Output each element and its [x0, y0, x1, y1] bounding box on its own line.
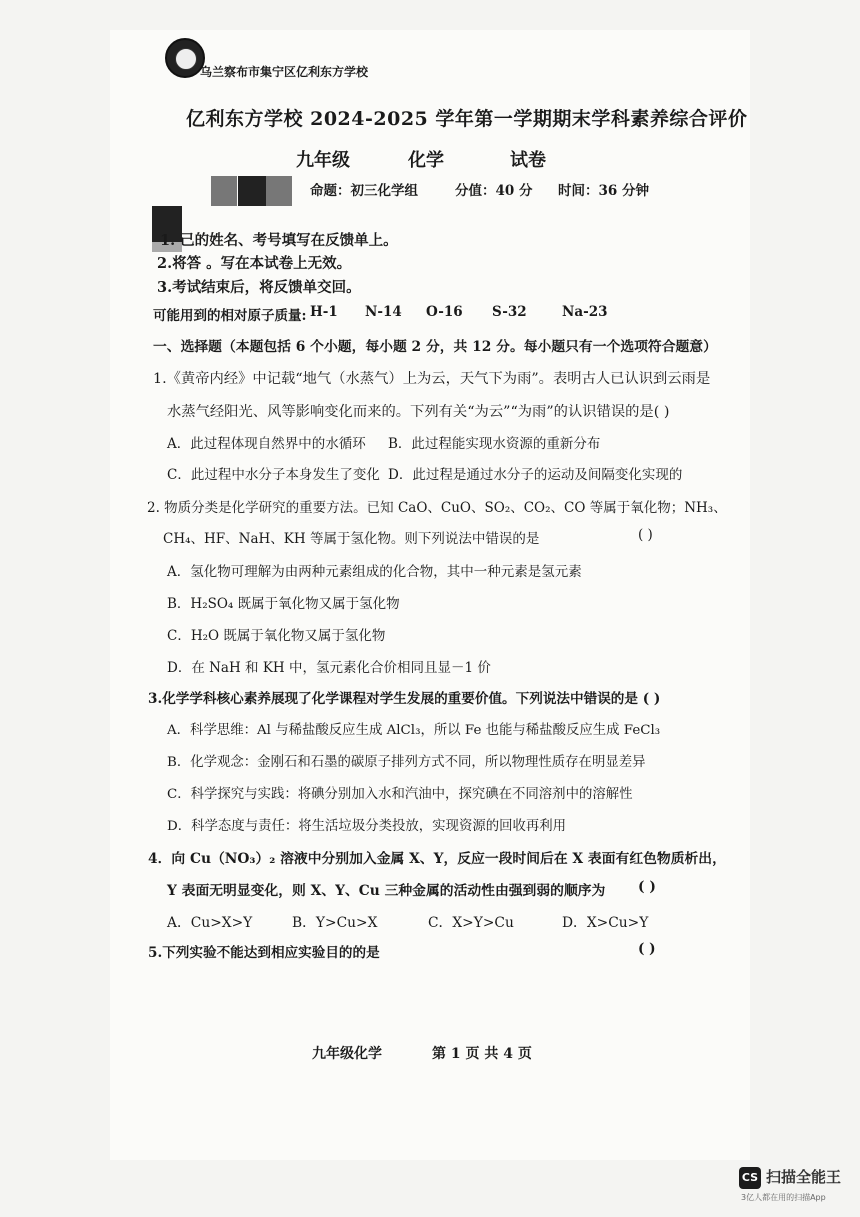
q2-option-d: D．在 NaH 和 KH 中，氢元素化合价相同且显－1 价: [167, 660, 491, 676]
atomic-mass-n: N-14: [365, 304, 402, 320]
note-3: 3.考试结束后，将反馈单交回。: [157, 279, 361, 296]
camscanner-name: 扫描全能王: [766, 1168, 842, 1186]
redaction-block: [211, 176, 237, 206]
q4-option-a: A．Cu>X>Y: [167, 915, 253, 931]
q4-line1: 4．向 Cu（NO₃）₂ 溶液中分别加入金属 X、Y，反应一段时间后在 X 表面有红色物质析出，: [148, 851, 726, 867]
q2-option-a: A．氢化物可理解为由两种元素组成的化合物，其中一种元素是氢元素: [167, 564, 582, 580]
exam-title: 亿利东方学校 2024-2025 学年第一学期期末学科素养综合评价: [186, 108, 748, 130]
q3-line1: 3.化学学科核心素养展现了化学课程对学生发展的重要价值。下列说法中错误的是 ( ): [148, 691, 661, 707]
atomic-mass-o: O-16: [426, 304, 463, 320]
redaction-block: [266, 176, 292, 206]
q4-option-c: C．X>Y>Cu: [428, 915, 514, 931]
q1-option-d: D．此过程是通过水分子的运动及间隔变化实现的: [388, 467, 683, 483]
paper-label: 试卷: [510, 150, 546, 171]
footer-page: 第 1 页 共 4 页: [432, 1046, 532, 1062]
atomic-mass-h: H-1: [310, 304, 338, 320]
note-2: 2.将答 。写在本试卷上无效。: [157, 255, 352, 272]
score: 分值：40 分: [455, 183, 533, 199]
q2-option-b: B．H₂SO₄ 既属于氧化物又属于氢化物: [167, 596, 400, 612]
section-heading: 一、选择题（本题包括 6 个小题，每小题 2 分，共 12 分。每小题只有一个选项符合题意）: [153, 339, 717, 355]
q3-option-d: D．科学态度与责任：将生活垃圾分类投放，实现资源的回收再利用: [167, 819, 567, 834]
q4-option-d: D．X>Cu>Y: [562, 915, 649, 931]
school-stamp: 乌兰察布市集宁区亿利东方学校: [200, 65, 369, 79]
q2-bracket: ( ): [638, 527, 653, 543]
school-seal-icon: [165, 38, 205, 78]
camscanner-logo-icon: CS: [739, 1167, 761, 1189]
q5-line1: 5.下列实验不能达到相应实验目的的是: [148, 945, 380, 961]
q3-option-a: A．科学思维：Al 与稀盐酸反应生成 AlCl₃，所以 Fe 也能与稀盐酸反应生成 FeCl₃: [167, 723, 661, 738]
redaction-block: [238, 176, 266, 206]
q3-option-b: B．化学观念：金刚石和石墨的碳原子排列方式不同，所以物理性质存在明显差异: [167, 755, 646, 770]
q3-option-c: C．科学探究与实践：将碘分别加入水和汽油中，探究碘在不同溶剂中的溶解性: [167, 787, 633, 802]
q4-option-b: B．Y>Cu>X: [292, 915, 378, 931]
q1-option-b: B．此过程能实现水资源的重新分布: [388, 436, 601, 452]
camscanner-tagline: 3亿人都在用的扫描App: [741, 1193, 826, 1202]
q2-line2: CH₄、HF、NaH、KH 等属于氢化物。则下列说法中错误的是: [163, 531, 540, 547]
footer-subject: 九年级化学: [312, 1046, 382, 1062]
atomic-mass-label: 可能用到的相对原子质量:: [153, 308, 307, 324]
author: 命题：初三化学组: [310, 183, 418, 199]
q2-option-c: C．H₂O 既属于氧化物又属于氢化物: [167, 628, 386, 644]
q4-bracket: ( ): [638, 879, 656, 895]
q1-option-c: C．此过程中水分子本身发生了变化: [167, 467, 380, 483]
atomic-mass-s: S-32: [492, 304, 527, 320]
q5-bracket: ( ): [638, 941, 656, 957]
time: 时间：36 分钟: [558, 183, 649, 199]
q1-line1: 1.《黄帝内经》中记载“地气（水蒸气）上为云，天气下为雨”。表明古人已认识到云雨是: [153, 371, 711, 387]
note-1: 1. 己的姓名、考号填写在反馈单上。: [160, 232, 398, 249]
q4-line2: Y 表面无明显变化，则 X、Y、Cu 三种金属的活动性由强到弱的顺序为: [167, 883, 606, 899]
q1-option-a: A．此过程体现自然界中的水循环: [167, 436, 366, 452]
grade: 九年级: [296, 150, 350, 171]
atomic-mass-na: Na-23: [562, 304, 608, 320]
q1-line2: 水蒸气经阳光、风等影响变化而来的。下列有关“为云”“为雨”的认识错误的是( ): [167, 404, 670, 420]
subject: 化学: [408, 150, 444, 171]
q2-line1: 2. 物质分类是化学研究的重要方法。已知 CaO、CuO、SO₂、CO₂、CO 等属于氧化物；NH₃、: [147, 500, 727, 516]
